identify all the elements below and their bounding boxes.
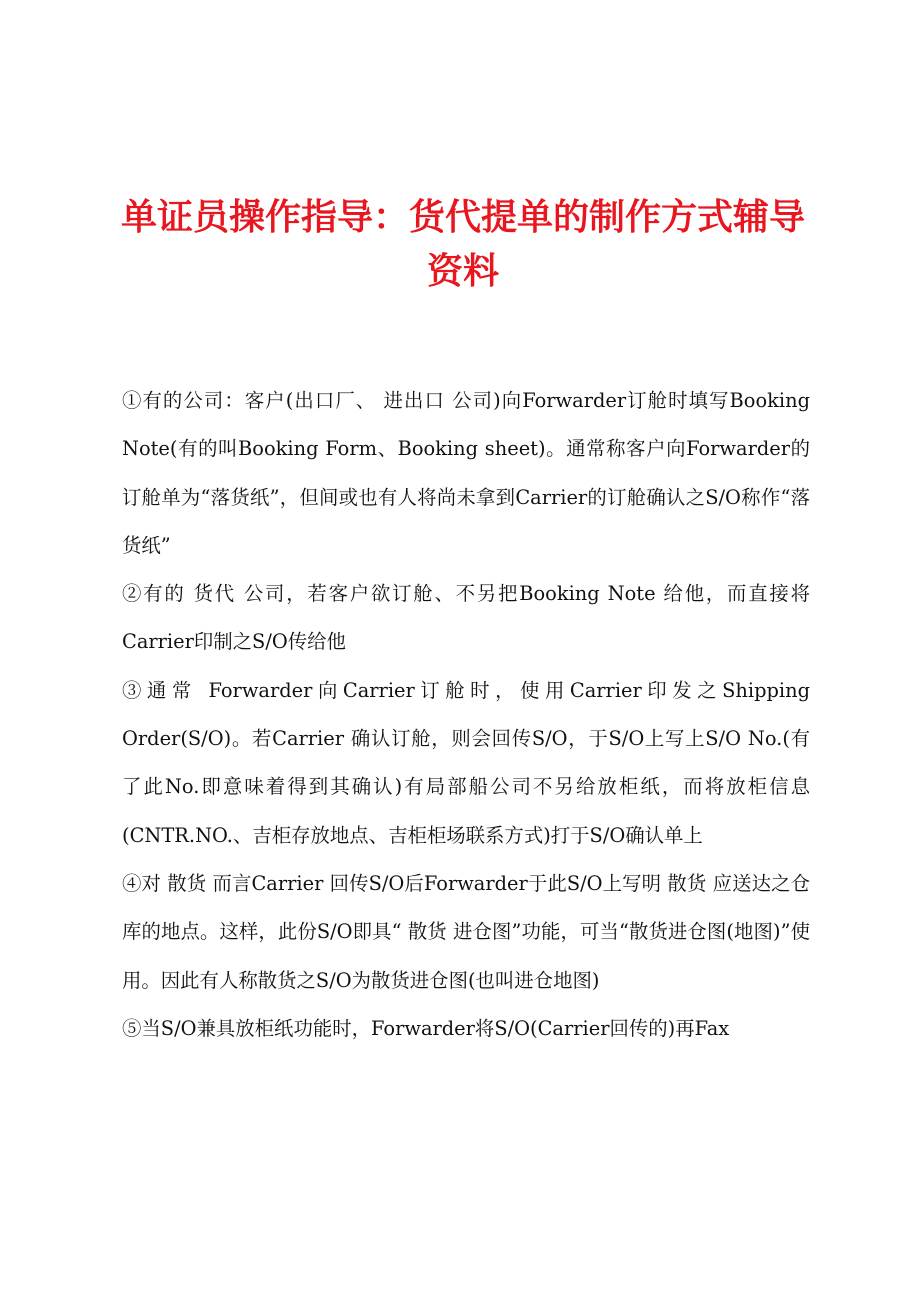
paragraph-2: ②有的 货代 公司，若客户欲订舱、不另把Booking Note 给他，而直接将Carrier印制之S/O传给他 (122, 582, 810, 654)
paragraph-5: ⑤当S/O兼具放柜纸功能时，Forwarder将S/O(Carrier回传的)再Fax (122, 1016, 730, 1040)
paragraph-1: ①有的公司：客户(出口厂、 进出口 公司)向Forwarder订舱时填写Booking Note(有的叫Booking Form、Booking sheet)。通常称客户向Forwarder的订舱单为“落货纸”，但间或也有人将尚未拿到Carrier的订舱确认之S/O称作“落货纸” (122, 389, 810, 557)
paragraph-3: ③通常 Forwarder向Carrier订舱时，使用Carrier印发之Shipping Order(S/O)。若Carrier 确认订舱，则会回传S/O，于S/O上写上S/O No.(有了此No.即意味着得到其确认)有局部船公司不另给放柜纸，而将放柜信息(CNTR.NO.、吉柜存放地点、吉柜柜场联系方式)打于S/O确认单上 (122, 678, 810, 847)
document-body (122, 377, 810, 1053)
paragraph-4: ④对 散货 而言Carrier 回传S/O后Forwarder于此S/O上写明 散货 应送达之仓库的地点。这样，此份S/O即具“ 散货 进仓图”功能，可当“散货进仓图(地图)”使用。因此有人称散货之S/O为散货进仓图(也叫进仓地图) (122, 871, 810, 992)
document-title: 单证员操作指导：货代提单的制作方式辅导资料 (120, 196, 805, 292)
